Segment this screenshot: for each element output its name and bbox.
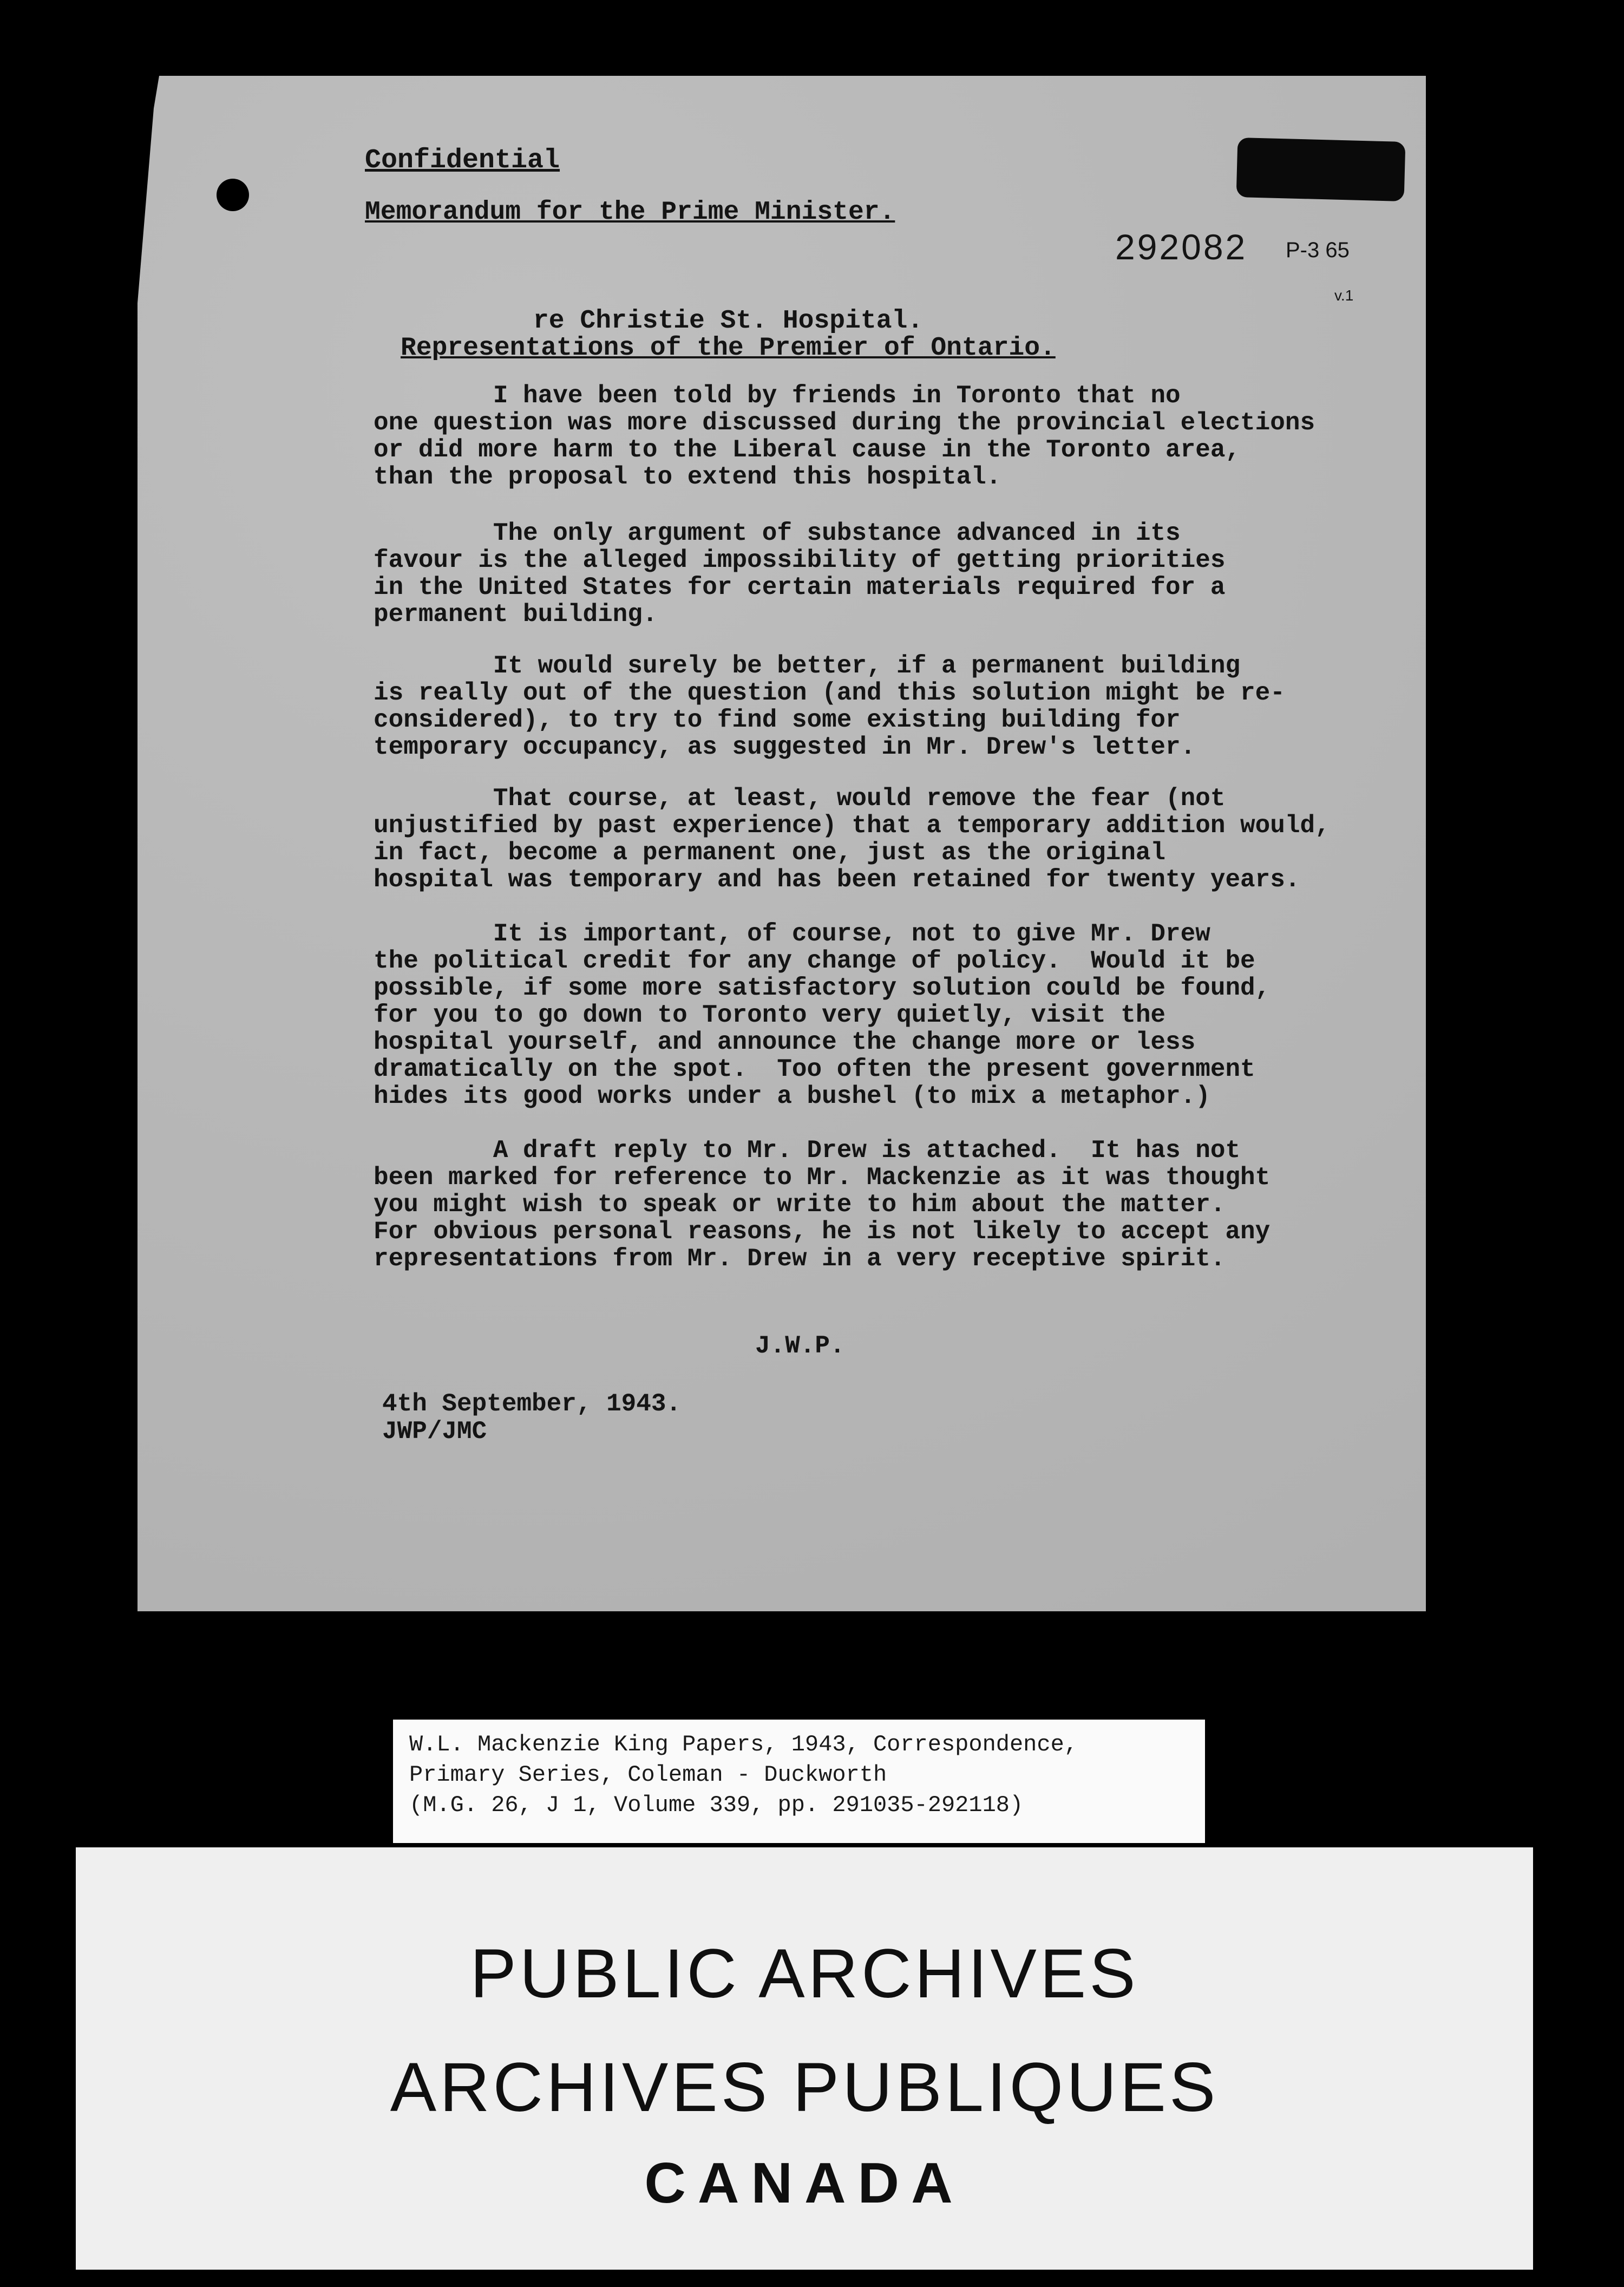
punch-hole [217,179,249,211]
citation-line-1: W.L. Mackenzie King Papers, 1943, Correspondence, [409,1731,1078,1757]
re-line: re Christie St. Hospital. [533,306,924,336]
document-number: 292082 [1115,227,1248,267]
memo-heading: Memorandum for the Prime Minister. [365,198,895,227]
paragraph-4: That course, at least, would remove the fear (not unjustified by past experience) that a temporary addition would, in fact, become a permanent one, just as the original hospital was temporary and has been retained for twenty years. [374,785,1330,894]
margin-note: P-3 65 [1286,238,1350,262]
paragraph-2: The only argument of substance advanced in its favour is the alleged impossibility of getting priorities in the United States for certain materials required for a permanent building. [374,519,1226,629]
paragraph-3: It would surely be better, if a permanent building is really out of the question (and this solution might be re- considered), to try to find some existing building for temporary occupancy, as suggested in Mr. Drew's letter. [374,652,1285,761]
margin-note-small: v.1 [1334,287,1354,304]
redaction-mark [1236,138,1406,201]
reference-initials: JWP/JMC [382,1417,487,1446]
signature-initials: J.W.P. [755,1332,845,1360]
paragraph-5: It is important, of course, not to give Mr. Drew the political credit for any change of policy. Would it be possible, if some more satisfactory solution could be found, for you to go down to Toronto very quietly, visit the hospital yourself, and announce the change more or less dramatically on the spot. Too often the present government hides its good works under a bushel (to mix a metaphor.) [374,920,1271,1110]
subject-line: Representations of the Premier of Ontario. [401,334,1056,363]
archives-stamp-country: CANADA [644,2151,965,2215]
citation-line-3: (M.G. 26, J 1, Volume 339, pp. 291035-292118) [409,1792,1024,1818]
citation-label [393,1720,1205,1843]
paragraph-1: I have been told by friends in Toronto that no one question was more discussed during the provincial elections or did more harm to the Liberal cause in the Toronto area, than the proposal to extend this hospital. [374,382,1315,491]
citation-line-2: Primary Series, Coleman - Duckworth [409,1762,887,1788]
classification-label: Confidential [365,145,560,176]
memo-date: 4th September, 1943. [382,1390,682,1418]
archives-stamp-english: PUBLIC ARCHIVES [470,1935,1139,2012]
archives-stamp-french: ARCHIVES PUBLIQUES [390,2049,1219,2126]
paragraph-6: A draft reply to Mr. Drew is attached. It has not been marked for reference to Mr. Mackenzie as it was thought you might wish to speak or write to him about the matter. For obvious personal reasons, he is not likely to accept any representations from Mr. Drew in a very receptive spirit. [374,1136,1271,1273]
archives-stamp [76,1847,1533,2270]
